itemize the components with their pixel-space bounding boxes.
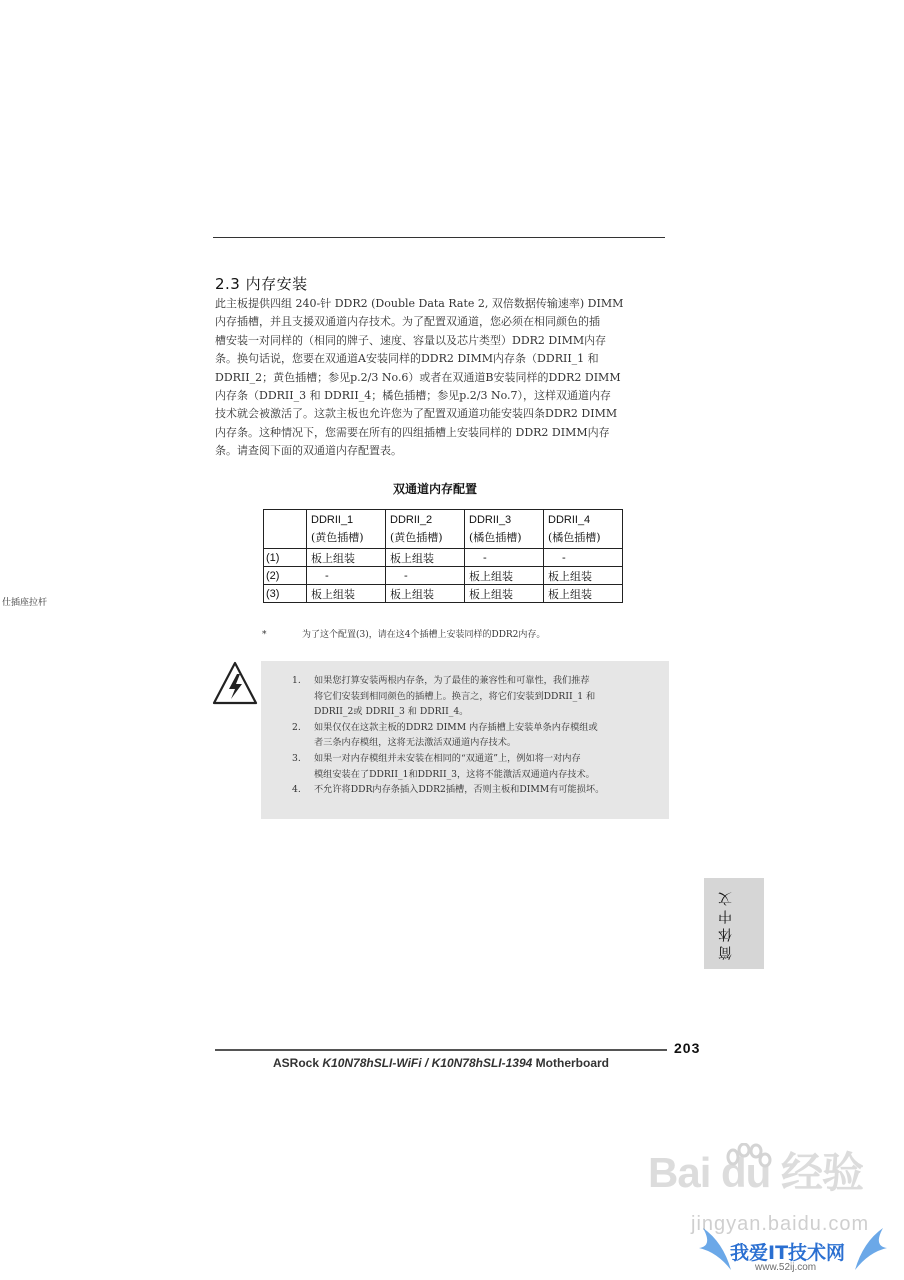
lightning-warning-icon (212, 661, 258, 705)
table-cell: 板上组装 (307, 585, 386, 603)
page-number: 203 (674, 1040, 701, 1056)
body-line: 技术就会被激活了。这款主板也允许您为了配置双通道功能安装四条DDR2 DIMM (215, 407, 618, 421)
column-color: (黄色插槽) (390, 531, 443, 544)
column-name: DDRII_4 (548, 514, 591, 526)
row-label: (1) (264, 549, 307, 567)
row-label: (2) (264, 567, 307, 585)
body-line: 此主板提供四组 240-针 DDR2 (Double Data Rate 2, 双倍数据传输速率) DIMM (215, 297, 624, 310)
column-header (465, 510, 544, 549)
table-cell: - (386, 567, 465, 585)
table-header-row (264, 510, 623, 549)
body-line: 条。换句话说，您要在双通道A安装同样的DDR2 DIMM内存条（DDRII_1 和 (215, 352, 599, 366)
table-cell: - (307, 567, 386, 585)
top-rule (213, 237, 665, 238)
item-number: 4. (292, 784, 301, 796)
column-name: DDRII_1 (311, 514, 354, 526)
watermark-brand: Bai du 经验 (648, 1149, 864, 1196)
paw-icon (723, 1143, 773, 1189)
column-name: DDRII_2 (390, 514, 433, 526)
table-cell: - (544, 549, 623, 567)
table-row (264, 549, 623, 567)
table-cell: 板上组装 (386, 585, 465, 603)
body-line: 内存条（DDRII_3 和 DDRII_4；橘色插槽；参见p.2/3 No.7），这样双通道内存 (215, 389, 611, 403)
table-cell: 板上组装 (544, 567, 623, 585)
table-cell: 板上组装 (465, 585, 544, 603)
column-name: DDRII_3 (469, 514, 512, 526)
body-line: 内存条。这种情况下，您需要在所有的四组插槽上安装同样的 DDR2 DIMM内存 (215, 425, 610, 439)
item-text (314, 751, 595, 782)
item-line: DDRII_2或 DDRII_3 和 DDRII_4。 (314, 706, 469, 718)
language-tab-label: 简体中文 (718, 888, 734, 960)
section-title: 2.3 内存安装 (215, 275, 308, 293)
list-item (292, 782, 662, 798)
item-text (314, 782, 604, 798)
table-cell: - (465, 549, 544, 567)
list-item (292, 673, 662, 720)
item-line: 不允许将DDR内存条插入DDR2插槽，否则主板和DIMM有可能损坏。 (314, 784, 605, 796)
watermark-site: 我爱IT技术网 (730, 1242, 846, 1264)
warning-list (292, 673, 662, 798)
column-color: (橘色插槽) (469, 531, 522, 544)
body-line: 内存插槽，并且支援双通道内存技术。为了配置双通道，您必须在相同颜色的插 (215, 315, 600, 329)
watermark-url: jingyan.baidu.com (691, 1213, 870, 1235)
bottom-rule (215, 1049, 667, 1051)
body-line: 槽安装一对同样的（相同的牌子、速度、容量以及芯片类型）DDR2 DIMM内存 (215, 333, 607, 347)
section-body (215, 295, 670, 461)
footer-suffix: Motherboard (535, 1056, 610, 1070)
list-item (292, 720, 662, 751)
table-cell: 板上组装 (307, 549, 386, 567)
column-header (386, 510, 465, 549)
corner-cell (264, 510, 307, 549)
column-color: (黄色插槽) (311, 531, 364, 544)
column-header (544, 510, 623, 549)
footnote-mark: * (262, 630, 267, 640)
item-number: 1. (292, 675, 301, 686)
footer (273, 1056, 609, 1070)
body-line: DDRII_2；黄色插槽；参见p.2/3 No.6）或者在双通道B安装同样的DDR2 DIMM (215, 370, 621, 384)
item-line: 模组安装在了DDRII_1和DDRII_3，这将不能激活双通道内存技术。 (314, 768, 595, 780)
side-label: 仕插座拉杆 (2, 598, 48, 608)
table-caption: 双通道内存配置 (393, 482, 478, 496)
item-line: 将它们安装到相同颜色的插槽上。换言之，将它们安装到DDRII_1 和 (314, 690, 596, 702)
watermark-site-url: www.52ij.com (755, 1262, 817, 1273)
item-text (314, 720, 598, 751)
column-header (307, 510, 386, 549)
memory-config-table (263, 509, 623, 603)
item-line: 如果仅仅在这款主板的DDR2 DIMM 内存插槽上安装单条内存模组或 (314, 721, 598, 733)
table-row (264, 567, 623, 585)
body-line: 条。请查阅下面的双通道内存配置表。 (215, 444, 402, 458)
column-color: (橘色插槽) (548, 531, 601, 544)
list-item (292, 751, 662, 782)
item-number: 2. (292, 721, 301, 733)
item-line: 如果您打算安装两根内存条，为了最佳的兼容性和可靠性，我们推荐 (314, 675, 590, 686)
table-row (264, 585, 623, 603)
row-label: (3) (264, 585, 307, 603)
footer-model: K10N78hSLI-WiFi / K10N78hSLI-1394 (322, 1056, 533, 1070)
item-text (314, 673, 595, 720)
footnote-text: 为了这个配置(3)，请在这4个插槽上安装同样的DDR2内存。 (302, 630, 546, 640)
footer-brand: ASRock (273, 1056, 320, 1070)
footnote (262, 627, 545, 640)
item-line: 者三条内存模组，这将无法激活双通道内存技术。 (314, 737, 517, 749)
table-cell: 板上组装 (386, 549, 465, 567)
item-number: 3. (292, 752, 301, 764)
table-cell: 板上组装 (465, 567, 544, 585)
item-line: 如果一对内存模组并未安装在相同的“双通道”上，例如将一对内存 (314, 752, 581, 764)
table-cell: 板上组装 (544, 585, 623, 603)
